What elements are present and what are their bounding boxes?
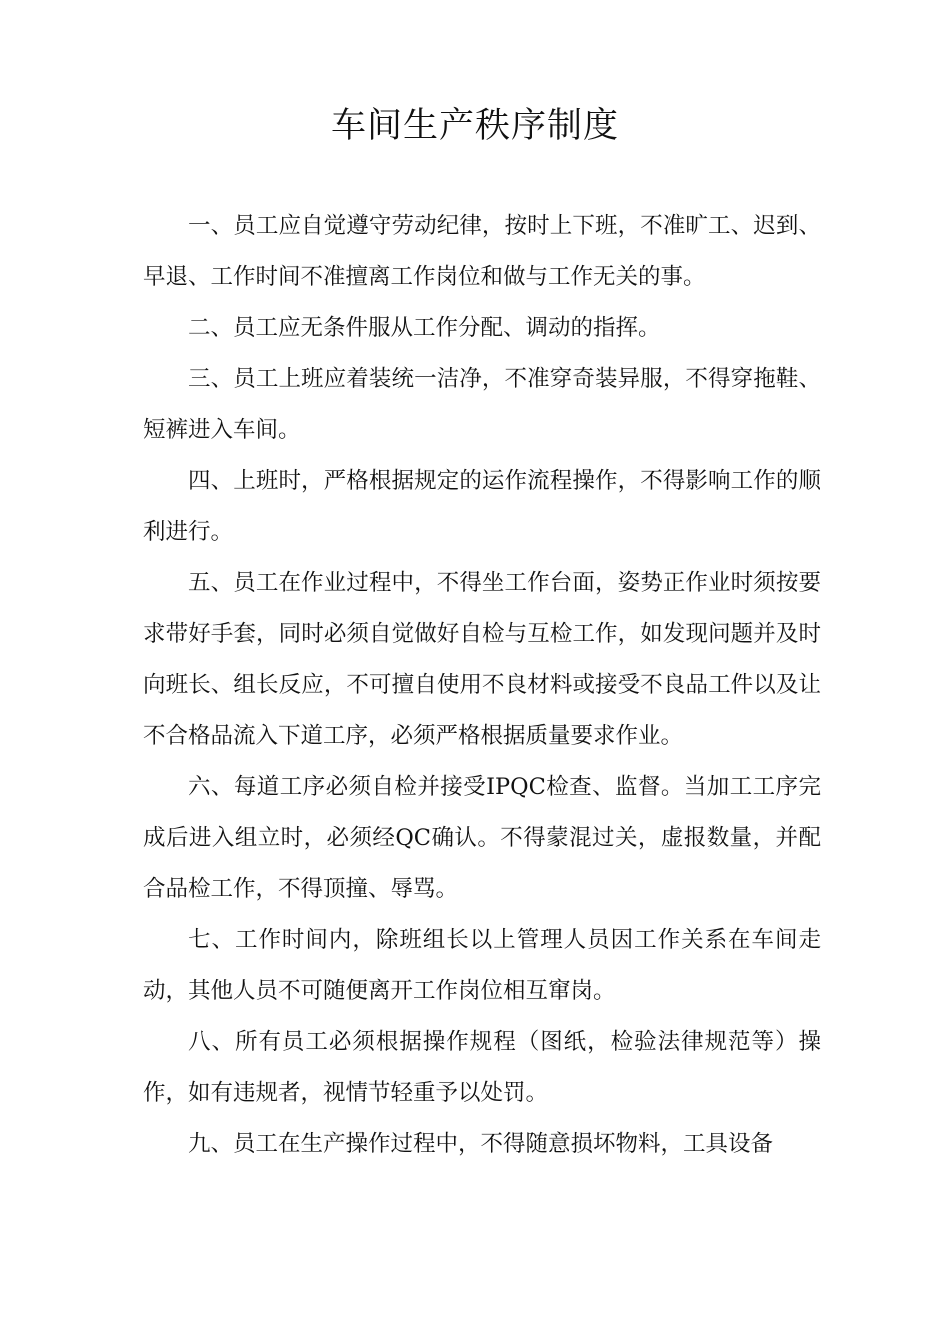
document-body [143,201,821,1170]
paragraph-2: 二、员工应无条件服从工作分配、调动的指挥。 [188,315,661,341]
paragraph-9: 九、员工在生产操作过程中，不得随意损坏物料，工具设备 [188,1131,774,1157]
document-title: 车间生产秩序制度 [330,106,619,146]
paragraph-1: 一、员工应自觉遵守劳动纪律，按时上下班，不准旷工、迟到、早退、工作时间不准擅离工作岗位和做与工作无关的事。 [143,213,821,290]
paragraph-5: 五、员工在作业过程中，不得坐工作台面，姿势正作业时须按要求带好手套，同时必须自觉做好自检与互检工作，如发现问题并及时向班长、组长反应，不可擅自使用不良材料或接受不良品工件以及让不合格品流入下道工序，必须严格根据质量要求作业。 [143,570,821,749]
paragraph-4: 四、上班时，严格根据规定的运作流程操作，不得影响工作的顺利进行。 [143,468,821,545]
paragraph-7: 七、工作时间内，除班组长以上管理人员因工作关系在车间走动，其他人员不可随便离开工作岗位相互窜岗。 [143,927,821,1004]
paragraph-8: 八、所有员工必须根据操作规程（图纸，检验法律规范等）操作，如有违规者，视情节轻重予以处罚。 [143,1029,821,1106]
paragraph-6: 六、每道工序必须自检并接受IPQC检查、监督。当加工工序完成后进入组立时，必须经QC确认。不得蒙混过关，虚报数量，并配合品检工作，不得顶撞、辱骂。 [143,774,821,902]
paragraph-3: 三、员工上班应着装统一洁净，不准穿奇装异服，不得穿拖鞋、短裤进入车间。 [143,366,821,443]
